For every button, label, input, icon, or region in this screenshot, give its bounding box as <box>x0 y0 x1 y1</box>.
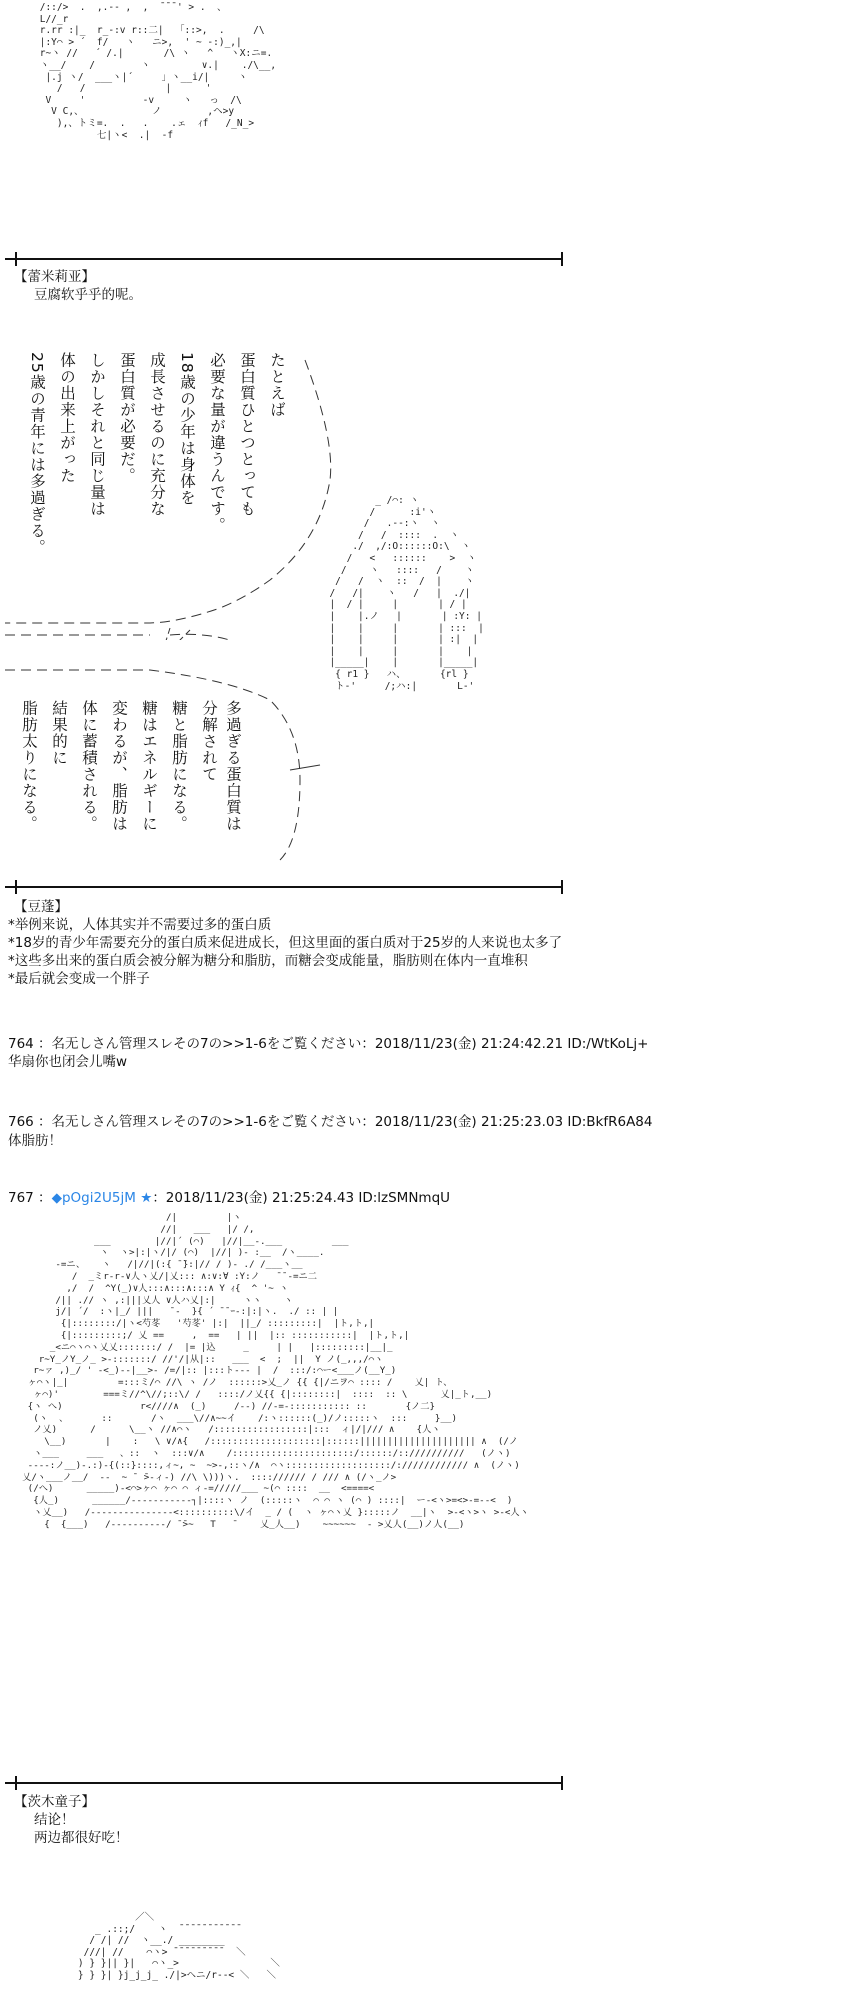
post-number: 767 ： <box>8 1190 52 1206</box>
post-body-764: 华扇你也闭会儿嘴w <box>8 1054 128 1070</box>
ascii-art-monster: /| |ヽ //| ___ |/ /, ___ |//|´ (⌒) |//|__-.___ ___ ヽ ヽ>|:|ヽ/|/ (⌒) |//| )- :__ /ヽ____. -=ニ、 ヽ /|//|(:{ ̄ ̄}:|// / )- ./ /___ヽ__ / _ミr-r-∨人ヽ乂/|乂::: ∧:∨:∀ :Y:ノ ̄ ̄ -=ニ二 ,/ / ^Y(_)∨人:::∧:::∧:::∧ Y ｨ{ ^ '~ ヽ /|| .// ヽ ,:|||乂人 ∨人ハ乂|:| ヽヽ ヽ j/| ´/ :ヽ|_/ ||| ̄ - }{ ´ ̄ ̄ ｰ-:|:|ヽ. ./ :: | | {|::::::::/|ヽ<芍苳 '芍苳' |:| ||_/ :::::::::| |ト,ト,| {|:::::::::;/ 乂 == , == | || |:: :::::::::::| |ト,ト,| _<ニ⌒ヽ⌒ヽ乂乂:::::::/ / |= |込 _ | | |:::::::::|__|_ r~Y_ノY_ノ_ >-:::::::/ //'/|从|:: ___ < ; || Y ノ(_,,,/⌒ヽ r~ァ ,)_/ ' -<_)--|__>- /=/|:: |:::ト--- | / :::/:⌒ー<___ノ(__Y_) ヶ⌒ヽ|_| =:::ミ/⌒ //\ ヽ /ノ ::::::>乂_ノ {{ {|/ニヲ⌒ :::: / 乂| ト、 ヶ⌒)' ===ミ//^\//;::\/ / ::::/ノ乂{{ {|::::::::| :::: :: \ 乂|_ト,__) {ヽ へ) r<////∧ (_) /--) //-=-::::::::::: :: {ノ二} (ヽ 、 :: /ヽ ___\//∧~~イ /:ヽ::::::(_)/ノ:::::ヽ ::: }__) ノ乂) / \__ヽ //∧⌒ヽ /:::::::::::::::::|::: ィ|/|/// ∧ {人ヽ \__) | : \ ∨/∧{ /::::::::::::::::::::|::::::||||||||||||||||||||| ∧ (/ノ ヽ___ ___ 、:: ヽ :::∨/∧ /::::::::::::::::::::::/::::::/::////////// (ノヽ) ----:ノ__)-.:)-{(::}::::,ィ~, ~ ~>-,::ヽ/∧ ⌒ヽ:::::::::::::::::::/://////////// ∧ (ノヽ) 乂/ヽ___ノ__/ -- ~ ̄ ̄>-ィ-) //\ \)))ヽ. ::::////// / /// ∧ (/ヽ_ノ> (/へ) _____)-<⌒>ヶ⌒ ヶ⌒ ⌒ ィ-=/////___ ~(⌒ :::: __ <====< {人_) ______/-----------┐|::::ヽ ノ (:::::ヽ ⌒ ⌒ ヽ (⌒ ) ::::| ー-<ヽ>=<>-=--< ) ヽ乂__) /---------------<::::::::::\/イ _ / ( ヽ ヶ⌒ヽ乂 }:::::ノ __|ヽ >-<ヽ>ヽ >-<人ヽ { {___) /----------/ ̄ ̄>~ T ̄ 乂_人__) ~~~~~~ - >乂人(__)ノ人(__) <box>22 1212 529 1530</box>
bubble-1-col-3: 必要な量が違うんです。 <box>208 352 226 534</box>
speaker-name: 【茨木童子】 <box>14 1794 95 1810</box>
ascii-art-figure: _ /⌒: ヽ / :i'ヽ / .-‐:ヽ ヽ / / :::: . ヽ ./ ,/:O::::::O:\ ヽ / < :::::: > ヽ / ヽ :::: / ヽ / / ヽ :: / | ヽ / /| ヽ / | ./| | / | | | / | | |.ノ | | :Y: | | | | | ::: | | | | | :| | | | | | | |_____| | |_____| { r1 } ハ、 {rl } ト-' /;ハ:| L-' <box>329 495 484 692</box>
divider-2 <box>5 886 563 888</box>
bubble-1-col-9: 25歳の青年には多過ぎる。 <box>28 352 46 556</box>
post-header-766: 766 ：名无しさん管理スレその7の>>1-6をご覧ください：2018/11/23(金) 21:25:23.03 ID:BkfR6A84 <box>8 1114 653 1130</box>
dialogue-line: 两边都很好吃！ <box>34 1830 129 1846</box>
dialogue-line: *18岁的青少年需要充分的蛋白质来促进成长，但这里面的蛋白质对于25岁的人来说也太多了 <box>8 935 563 951</box>
tripcode-link[interactable]: ◆pOgi2U5jM ★ <box>51 1190 153 1206</box>
dialogue-line: *最后就会变成一个胖子 <box>8 971 150 987</box>
divider-1 <box>5 258 563 260</box>
dialogue-line: *这些多出来的蛋白质会被分解为糖分和脂肪，而糖会变成能量，脂肪则在体内一直堆积 <box>8 953 528 969</box>
speaker-name: 【蕾米莉亚】 <box>14 269 95 285</box>
bubble-2-col-8: 脂肪太りになる。 <box>20 700 38 832</box>
bubble-2-col-7: 結果的に <box>50 700 68 766</box>
bubble-1-col-7: しかしそれと同じ量は <box>88 352 106 517</box>
bubble-2-col-1: 多過ぎる蛋白質は <box>224 700 242 832</box>
speech-bubble-outline-1 <box>0 330 340 640</box>
dialogue-line: 结论！ <box>34 1812 75 1828</box>
speech-bubble-outline-2 <box>0 660 330 900</box>
ascii-art-bottom: ／＼ _ .::;/ ヽ ¯¯¯¯¯¯¯¯¯¯¯ / /| // ヽ__./ ________ ///| // ⌒ヽ> ¯¯¯¯¯¯¯¯¯ ＼ ) } }|| }| ⌒ヽ_> ＼ } } }| }j_j_j_ ./|>ヘニ/r‐‐< ＼ ＼ <box>77 1912 280 1981</box>
bubble-2-col-4: 糖はエネルギーに <box>140 700 158 832</box>
bubble-1-col-4: 18歳の少年は身体を <box>178 352 196 506</box>
bubble-2-col-5: 変わるが、脂肪は <box>110 700 128 832</box>
bubble-1-col-8: 体の出来上がった <box>58 352 76 484</box>
post-body-766: 体脂肪！ <box>8 1133 62 1149</box>
bubble-1-col-6: 蛋白質が必要だ。 <box>118 352 136 484</box>
divider-3 <box>5 1782 563 1784</box>
post-header-764: 764 ：名无しさん管理スレその7の>>1-6をご覧ください：2018/11/23(金) 21:24:42.21 ID:/WtKoLj+ <box>8 1036 649 1052</box>
bubble-1-col-1: たとえば <box>268 352 286 418</box>
dialogue-line: 豆腐软乎乎的呢。 <box>34 287 142 303</box>
bubble-2-col-2: 分解されて <box>200 700 218 783</box>
post-meta: ：2018/11/23(金) 21:25:24.43 ID:lzSMNmqU <box>152 1190 451 1206</box>
post-header-767 <box>8 1186 450 1206</box>
bubble-2-col-3: 糖と脂肪になる。 <box>170 700 188 832</box>
bubble-2-col-6: 体に蓄積される。 <box>80 700 98 832</box>
ascii-art-top: /::/> . ,.-- , , ̄ ̄ ̄ ' > . 、 L//_r r.rr :|_ r_-:v r::二| 「::>, . /\ |:Y⌒ > ´ f/ ヽ ニ>, ' ~ -:)_,| r~ヽ // ´ /.| /\ ヽ ^ ヽX:ニ=. ヽ__/ / ヽ ∨.| ./\__, |.j ヽ/ ___ヽ|´ 」ヽ__i/| ヽ / / | ' V ' -v ヽ っ /\ V C,、 ノ ,ヘ>y ),、トミ=. . . .ェ ｨf /_N_> 七|ヽ< .| -f <box>39 2 277 141</box>
bubble-1-col-5: 成長させるのに充分な <box>148 352 166 517</box>
dialogue-line: *举例来说，人体其实并不需要过多的蛋白质 <box>8 917 272 933</box>
speaker-name: 【豆蓬】 <box>14 899 68 915</box>
bubble-1-col-2: 蛋白質ひとつとっても <box>238 352 256 517</box>
